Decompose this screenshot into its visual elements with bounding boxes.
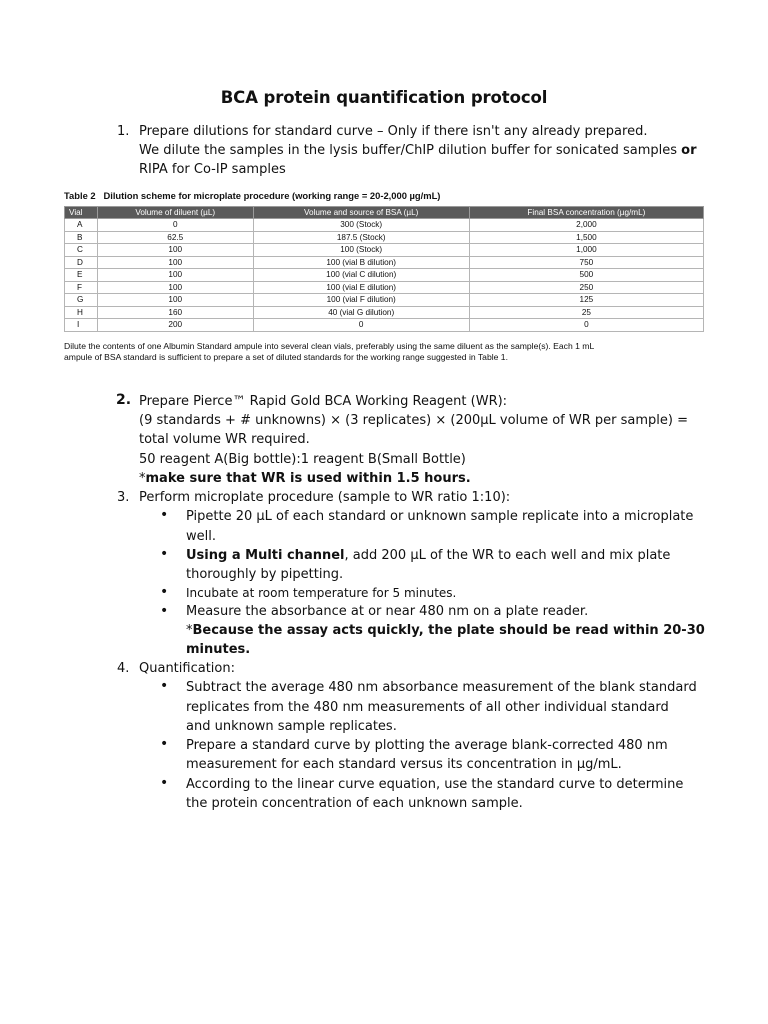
- table-body: [65, 219, 704, 332]
- dilution-table: [64, 206, 704, 332]
- table-cell-vial: F: [65, 281, 98, 294]
- step-3-bullet-4-line-2: [186, 621, 705, 640]
- step-4-bullet-1-line-3: and unknown sample replicates.: [186, 719, 397, 734]
- step-3-bullet-4-line-1: Measure the absorbance at or near 480 nm on a plate reader.: [186, 604, 589, 619]
- step-2-star: *: [139, 471, 146, 486]
- table-row: [65, 219, 704, 232]
- step-3-bullet-4-bold-1: Because the assay acts quickly, the plate should be read within 20-30: [192, 623, 705, 638]
- table-caption-text: Dilution scheme for microplate procedure (working range = 20-2,000 µg/mL): [103, 190, 441, 201]
- table-note-line-1: Dilute the contents of one Albumin Standard ampule into several clean vials, preferably using the same diluent as the sample(s). Each 1 mL: [64, 341, 595, 351]
- table-cell-final-concentration: 125: [469, 294, 703, 307]
- step-1-line-2-text: We dilute the samples in the lysis buffer/ChIP dilution buffer for sonicated samples: [139, 143, 682, 158]
- table-cell-final-concentration: 25: [469, 306, 703, 319]
- table-cell-vial: G: [65, 294, 98, 307]
- bullet-icon: •: [160, 678, 169, 694]
- table-cell-vial: E: [65, 269, 98, 282]
- table-cell-final-concentration: 500: [469, 269, 703, 282]
- step-4-bullet-3-line-2: the protein concentration of each unknown sample.: [186, 796, 523, 811]
- table-cell-vial: H: [65, 306, 98, 319]
- table-row: [65, 319, 704, 332]
- table-cell-bsa-source: 40 (vial G dilution): [253, 306, 469, 319]
- table-header-final-concentration: Final BSA concentration (µg/mL): [469, 207, 703, 219]
- step-3-bullet-2-rest: , add 200 µL of the WR to each well and mix plate: [344, 548, 671, 563]
- table-row: [65, 306, 704, 319]
- step-4-bullet-1-line-2: replicates from the 480 nm measurements of all other individual standard: [186, 700, 669, 715]
- bullet-icon: •: [160, 603, 169, 619]
- table-caption-label: Table 2: [64, 190, 96, 201]
- table-row: [65, 244, 704, 257]
- table-cell-final-concentration: 250: [469, 281, 703, 294]
- step-1-line-2-bold: or: [681, 143, 697, 158]
- step-3-line-1: Perform microplate procedure (sample to WR ratio 1:10):: [139, 490, 511, 505]
- table-cell-diluent: 62.5: [97, 231, 253, 244]
- table-cell-vial: C: [65, 244, 98, 257]
- step-3-bullet-4-line-3: [186, 640, 250, 659]
- table-cell-diluent: 100: [97, 294, 253, 307]
- table-header-vial: Vial: [65, 207, 98, 219]
- table-cell-final-concentration: 1,000: [469, 244, 703, 257]
- bullet-icon: •: [160, 775, 169, 791]
- step-3-bullet-3-line-1: Incubate at room temperature for 5 minutes.: [186, 586, 457, 600]
- step-2-line-3: total volume WR required.: [139, 432, 310, 447]
- table-cell-vial: A: [65, 219, 98, 232]
- table-cell-bsa-source: 187.5 (Stock): [253, 231, 469, 244]
- table-row: [65, 256, 704, 269]
- step-2-line-2: (9 standards + # unknowns) × (3 replicates) × (200µL volume of WR per sample) =: [139, 413, 688, 428]
- step-4-bullet-2-line-2: measurement for each standard versus its concentration in µg/mL.: [186, 757, 622, 772]
- step-2-line-4: 50 reagent A(Big bottle):1 reagent B(Small Bottle): [139, 452, 466, 467]
- step-1-line-3: RIPA for Co-IP samples: [139, 162, 286, 177]
- table-header-row: [65, 207, 704, 219]
- table-row: [65, 269, 704, 282]
- step-3-bullet-1-line-2: well.: [186, 529, 216, 544]
- step-3-bullet-1-line-1: Pipette 20 µL of each standard or unknown sample replicate into a microplate: [186, 509, 694, 524]
- step-2-line-1: Prepare Pierce™ Rapid Gold BCA Working Reagent (WR):: [139, 394, 508, 409]
- table-row: [65, 294, 704, 307]
- step-2-line-5: [139, 469, 471, 488]
- table-row: [65, 281, 704, 294]
- table-cell-bsa-source: 100 (vial E dilution): [253, 281, 469, 294]
- step-4-bullet-3-line-1: According to the linear curve equation, use the standard curve to determine: [186, 777, 684, 792]
- step-1-number: 1.: [117, 124, 130, 139]
- step-4-bullet-1-line-1: Subtract the average 480 nm absorbance measurement of the blank standard: [186, 680, 697, 695]
- step-3-number: 3.: [117, 490, 130, 505]
- table-cell-bsa-source: 100 (vial C dilution): [253, 269, 469, 282]
- step-3-bullet-2-bold: Using a Multi channel: [186, 548, 345, 563]
- table-cell-final-concentration: 2,000: [469, 219, 703, 232]
- bullet-icon: •: [160, 507, 169, 523]
- step-3-bullet-4-star: *: [186, 623, 193, 638]
- step-2-warning: make sure that WR is used within 1.5 hours.: [145, 471, 471, 486]
- table-cell-diluent: 0: [97, 219, 253, 232]
- table-cell-diluent: 100: [97, 281, 253, 294]
- table-cell-diluent: 100: [97, 256, 253, 269]
- table-note: [64, 341, 714, 363]
- table-row: [65, 231, 704, 244]
- table-cell-diluent: 100: [97, 244, 253, 257]
- bullet-icon: •: [160, 584, 169, 600]
- step-1-line-1: Prepare dilutions for standard curve – Only if there isn't any already prepared.: [139, 124, 648, 139]
- table-cell-diluent: 200: [97, 319, 253, 332]
- bullet-icon: •: [160, 736, 169, 752]
- step-3-bullet-4-bold-2: minutes.: [186, 642, 251, 657]
- table-cell-bsa-source: 300 (Stock): [253, 219, 469, 232]
- step-4-bullet-2-line-1: Prepare a standard curve by plotting the average blank-corrected 480 nm: [186, 738, 668, 753]
- bullet-icon: •: [160, 546, 169, 562]
- table-header-bsa-source: Volume and source of BSA (µL): [253, 207, 469, 219]
- step-3-bullet-2-line-1: [186, 546, 670, 565]
- table-cell-final-concentration: 1,500: [469, 231, 703, 244]
- table-header-diluent: Volume of diluent (µL): [97, 207, 253, 219]
- table-cell-vial: D: [65, 256, 98, 269]
- table-cell-diluent: 160: [97, 306, 253, 319]
- table-cell-vial: I: [65, 319, 98, 332]
- table-caption: [64, 190, 440, 201]
- page-title: BCA protein quantification protocol: [220, 88, 548, 107]
- step-2-number: 2.: [116, 392, 132, 408]
- table-cell-bsa-source: 0: [253, 319, 469, 332]
- table-cell-vial: B: [65, 231, 98, 244]
- table-cell-bsa-source: 100 (Stock): [253, 244, 469, 257]
- table-cell-bsa-source: 100 (vial B dilution): [253, 256, 469, 269]
- step-1-line-2: [139, 141, 697, 160]
- table-cell-bsa-source: 100 (vial F dilution): [253, 294, 469, 307]
- table-cell-final-concentration: 750: [469, 256, 703, 269]
- table-note-line-2: ampule of BSA standard is sufficient to prepare a set of diluted standards for the working range suggested in Table 1.: [64, 352, 508, 362]
- table-cell-diluent: 100: [97, 269, 253, 282]
- step-3-bullet-2-line-2: thoroughly by pipetting.: [186, 567, 344, 582]
- step-4-number: 4.: [117, 661, 130, 676]
- step-4-line-1: Quantification:: [139, 661, 235, 676]
- table-cell-final-concentration: 0: [469, 319, 703, 332]
